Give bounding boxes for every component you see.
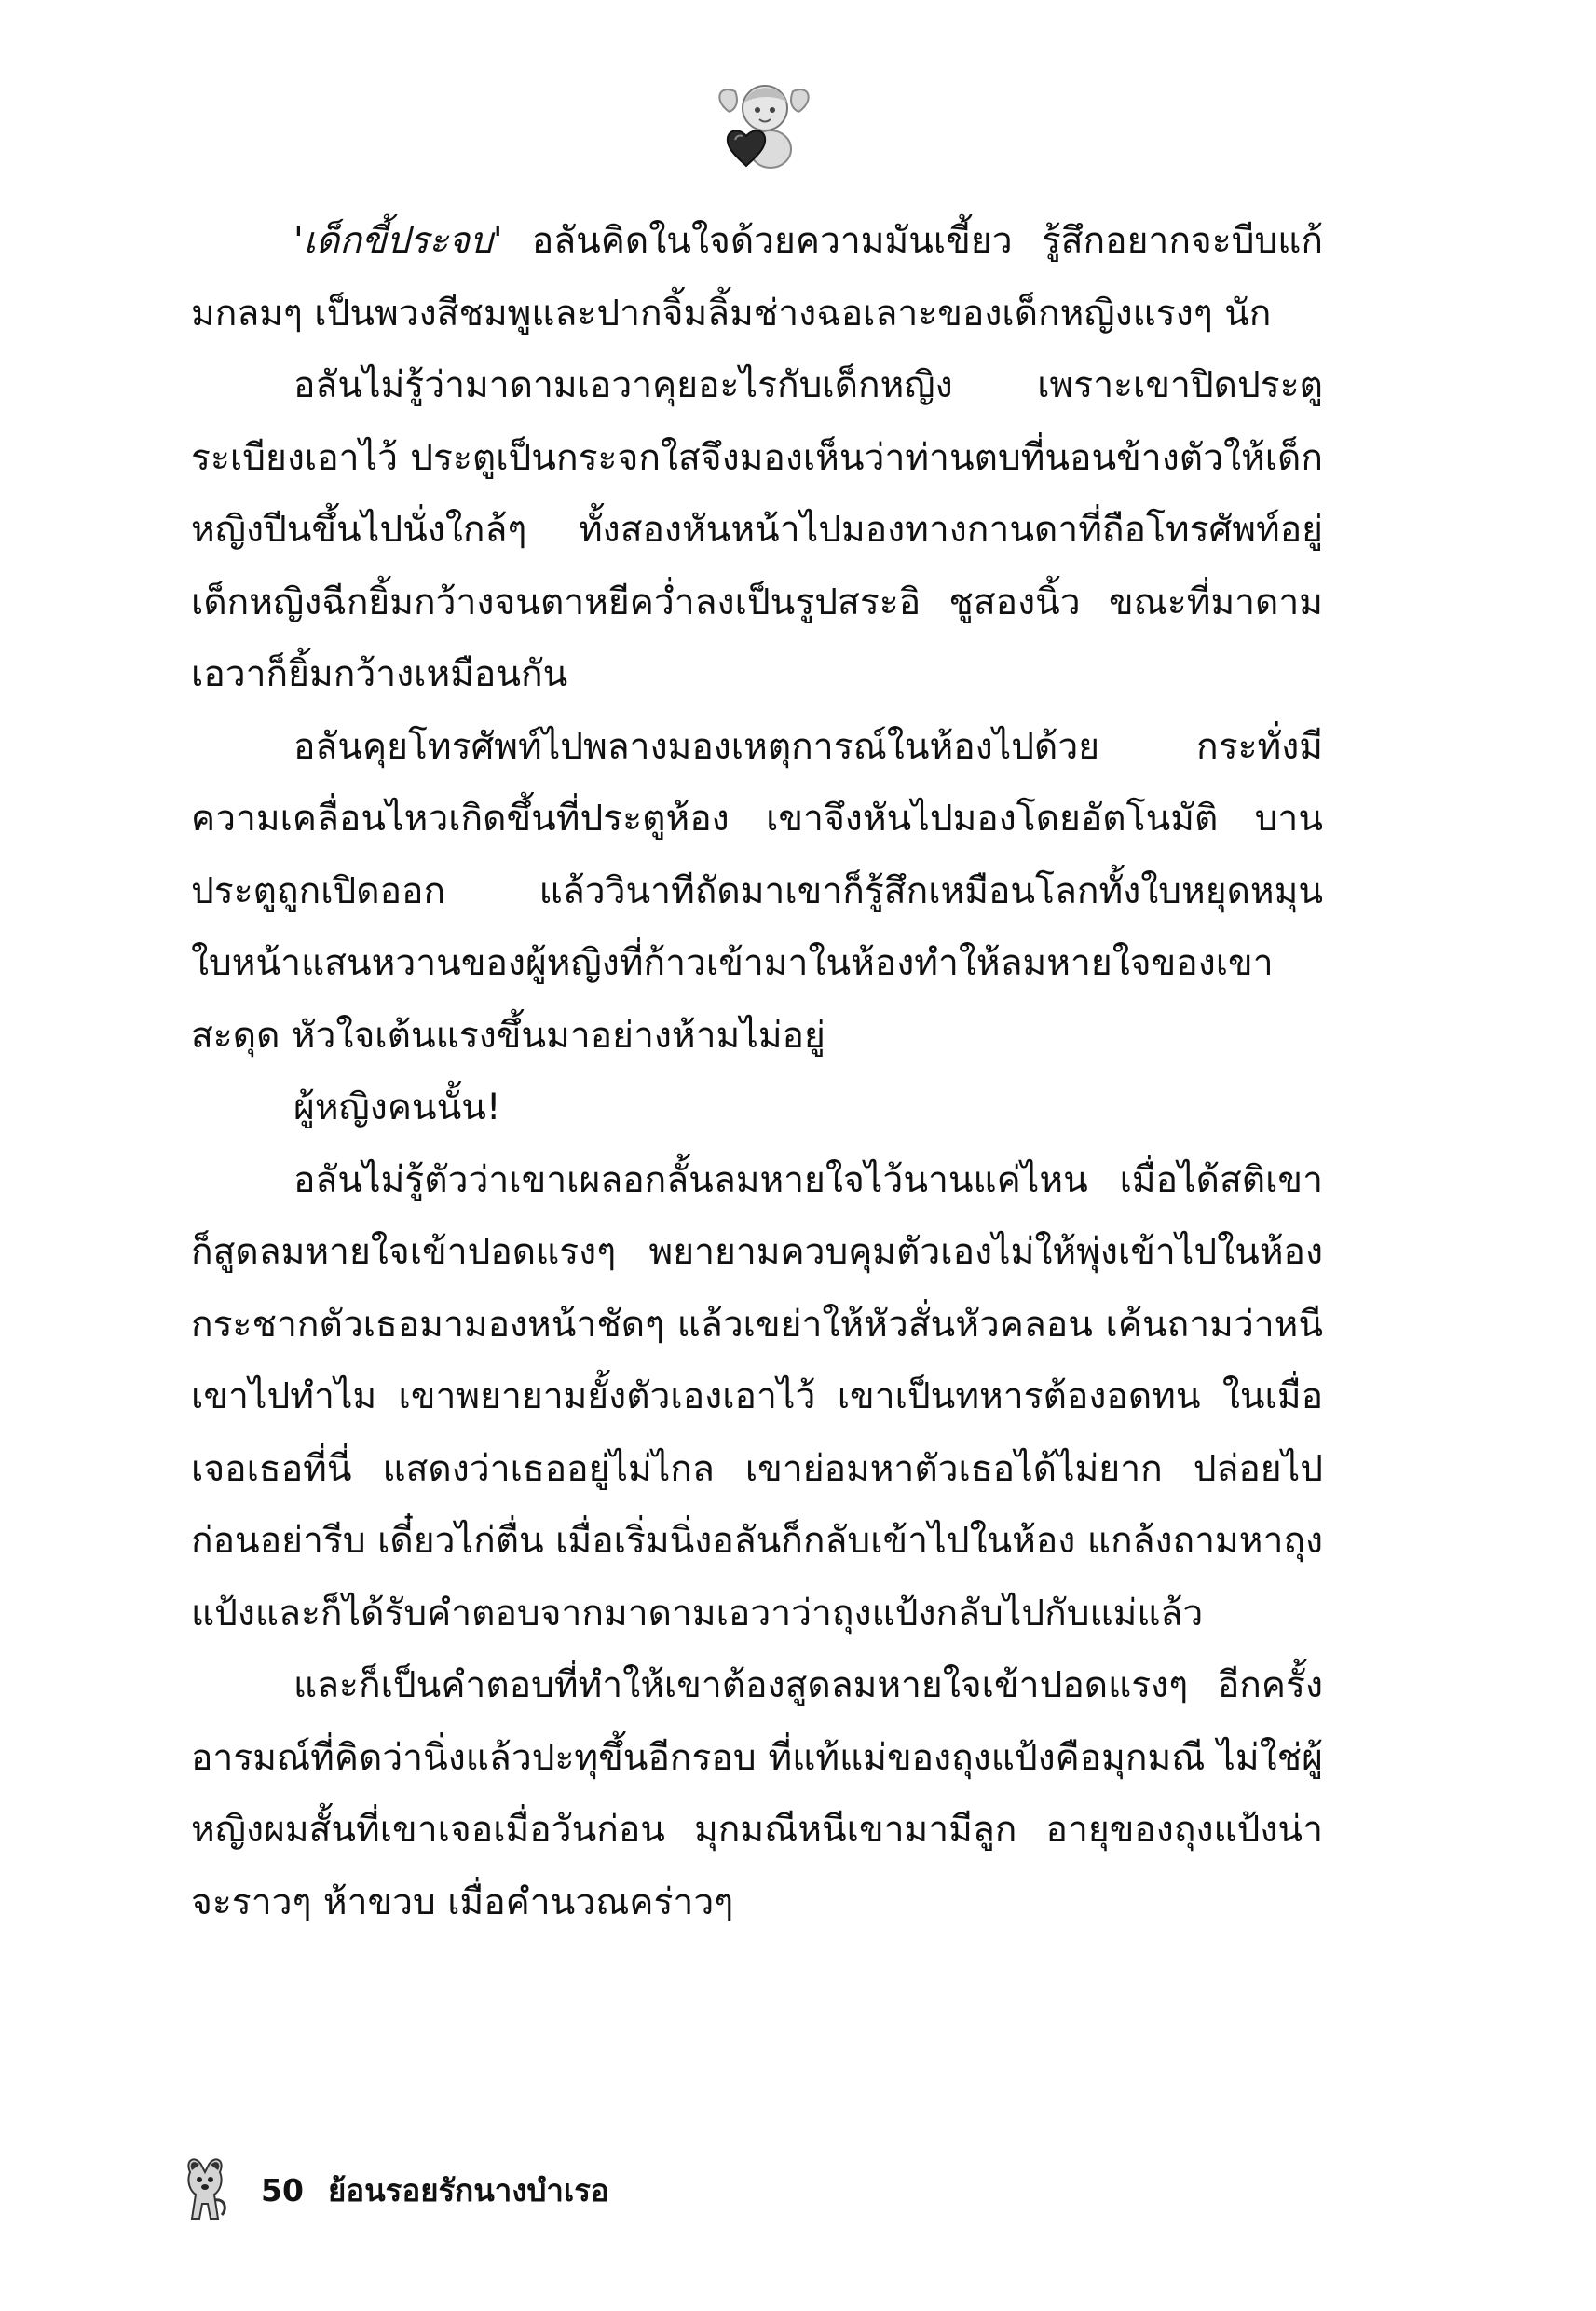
dog-icon (177, 2154, 233, 2226)
paragraph-text: อลันคิดในใจด้วยความมันเขี้ยว รู้สึกอยากจะบีบแก้มกลมๆ เป็นพวงสีชมพูและปากจิ้มลิ้มช่างฉอเลาะของเด็กหญิงแรงๆ นัก (191, 220, 1323, 335)
page-number: 50 (261, 2171, 304, 2208)
book-title: ย้อนรอยรักนางบำเรอ (327, 2171, 609, 2208)
page-body-text (191, 205, 1323, 1938)
emphasized-phrase: 'เด็กขี้ประจบ' (293, 220, 503, 262)
page-footer (177, 2153, 609, 2227)
cherub-heart-icon (713, 75, 815, 177)
paragraph-3: อลันคุยโทรศัพท์ไปพลางมองเหตุการณ์ในห้องไปด้วย กระทั่งมีความเคลื่อนไหวเกิดขึ้นที่ประตูห้อง เขาจึงหันไปมองโดยอัตโนมัติ บานประตูถูกเปิดออก แล้ววินาทีถัดมาเขาก็รู้สึกเหมือนโลกทั้งใบหยุดหมุน ใบหน้าแสนหวานของผู้หญิงที่ก้าวเข้ามาในห้องทำให้ลมหายใจของเขาสะดุด หัวใจเต้นแรงขึ้นมาอย่างห้ามไม่อยู่ (191, 725, 1323, 1057)
paragraph-1 (191, 205, 1323, 349)
paragraph-6: และก็เป็นคำตอบที่ทำให้เขาต้องสูดลมหายใจเข้าปอดแรงๆ อีกครั้ง อารมณ์ที่คิดว่านิ่งแล้วปะทุขึ้นอีกรอบ ที่แท้แม่ของถุงแป้งคือมุกมณี ไม่ใช่ผู้หญิงผมสั้นที่เขาเจอเมื่อวันก่อน มุกมณีหนีเขามามีลูก อายุของถุงแป้งน่าจะราวๆ ห้าขวบ เมื่อคำนวณคร่าวๆ (191, 1664, 1323, 1923)
paragraph-4: ผู้หญิงคนนั้น! (293, 1087, 501, 1128)
paragraph-2: อลันไม่รู้ว่ามาดามเอวาคุยอะไรกับเด็กหญิง เพราะเขาปิดประตูระเบียงเอาไว้ ประตูเป็นกระจกใสจึงมองเห็นว่าท่านตบที่นอนข้างตัวให้เด็กหญิงปีนขึ้นไปนั่งใกล้ๆ ทั้งสองหันหน้าไปมองทางกานดาที่ถือโทรศัพท์อยู่ เด็กหญิงฉีกยิ้มกว้างจนตาหยีคว่ำลงเป็นรูปสระอิ ชูสองนิ้ว ขณะที่มาดามเอวาก็ยิ้มกว้างเหมือนกัน (191, 364, 1323, 695)
paragraph-5: อลันไม่รู้ตัวว่าเขาเผลอกลั้นลมหายใจไว้นานแค่ไหน เมื่อได้สติเขาก็สูดลมหายใจเข้าปอดแรงๆ พยายามควบคุมตัวเองไม่ให้พุ่งเข้าไปในห้อง กระชากตัวเธอมามองหน้าชัดๆ แล้วเขย่าให้หัวสั่นหัวคลอน เค้นถามว่าหนีเขาไปทำไม เขาพยายามยั้งตัวเองเอาไว้ เขาเป็นทหารต้องอดทน ในเมื่อเจอเธอที่นี่ แสดงว่าเธออยู่ไม่ไกล เขาย่อมหาตัวเธอได้ไม่ยาก ปล่อยไปก่อนอย่ารีบ เดี๋ยวไก่ตื่น เมื่อเริ่มนิ่งอลันก็กลับเข้าไปในห้อง แกล้งถามหาถุงแป้งและก็ได้รับคำตอบจากมาดามเอวาว่าถุงแป้งกลับไปกับแม่แล้ว (191, 1158, 1323, 1634)
